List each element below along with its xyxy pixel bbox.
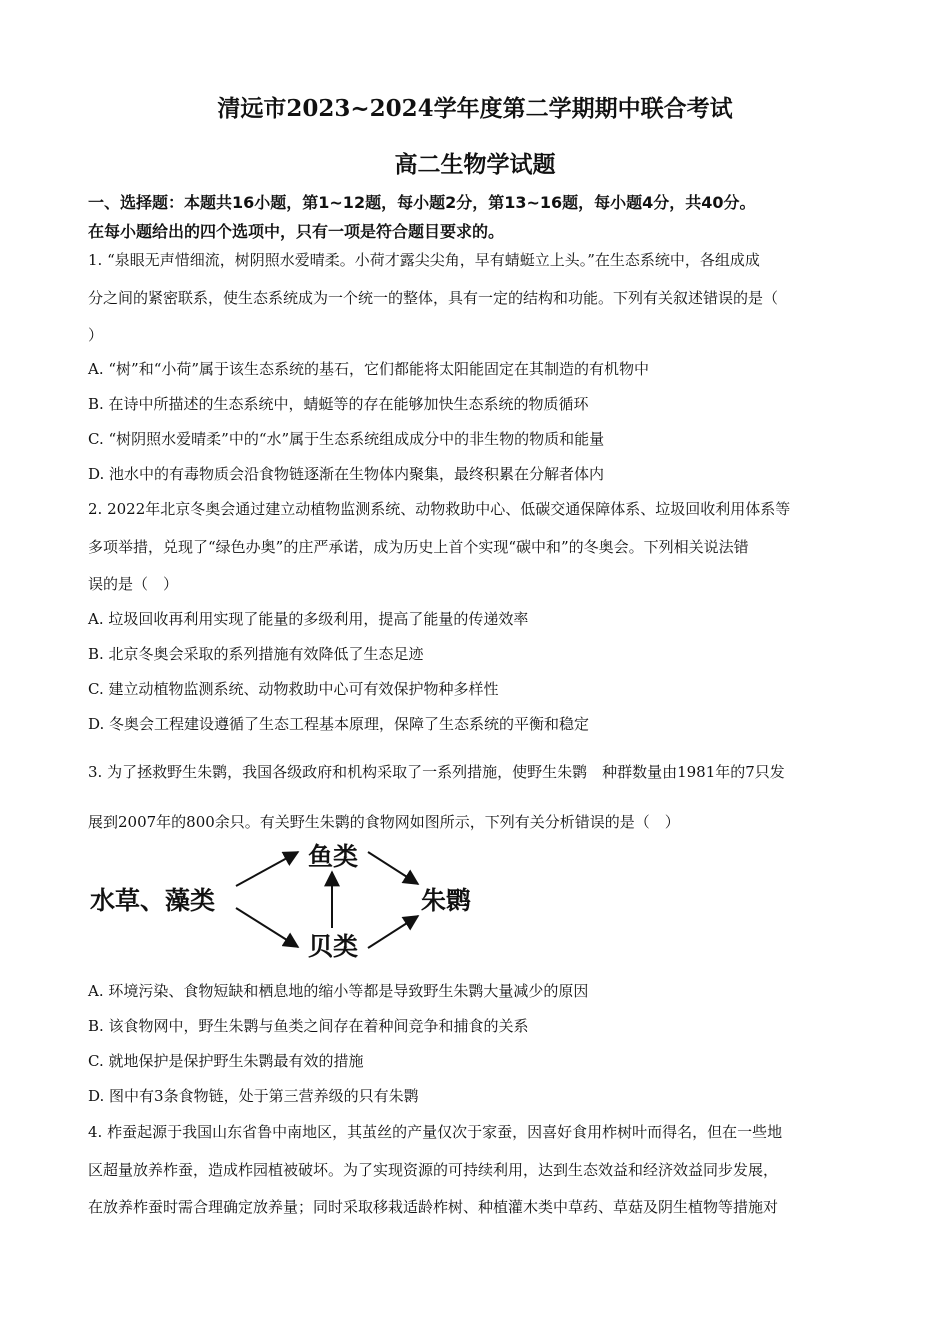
- food-web-ibis: 朱鹮: [421, 886, 472, 915]
- q1-option-a: A. “树”和“小荷”属于该生态系统的基石，它们都能将太阳能固定在其制造的有机物中: [88, 360, 650, 378]
- q3-option-c: C. 就地保护是保护野生朱鹮最有效的措施: [88, 1052, 364, 1070]
- q2-option-b: B. 北京冬奥会采取的系列措施有效降低了生态足迹: [88, 645, 424, 663]
- q4-stem-line1: 4. 柞蚕起源于我国山东省鲁中南地区，其茧丝的产量仅次于家蚕，因喜好食用柞树叶而得名，但在一些地: [88, 1123, 783, 1141]
- q1-stem-line3: ）: [88, 326, 104, 344]
- food-web-fish: 鱼类: [308, 842, 359, 871]
- q3-stem-line1: 3. 为了拯救野生朱鹮，我国各级政府和机构采取了一系列措施，使野生朱鹮 种群数量由1981年的7只发: [88, 763, 785, 781]
- exam-subtitle: 高二生物学试题: [394, 151, 556, 178]
- q2-stem-line1: 2. 2022年北京冬奥会通过建立动植物监测系统、动物救助中心、低碳交通保障体系、垃圾回收利用体系等: [88, 500, 791, 518]
- q2-option-c: C. 建立动植物监测系统、动物救助中心可有效保护物种多样性: [88, 680, 499, 698]
- q3-stem-line2: 展到2007年的800余只。有关野生朱鹮的食物网如图所示，下列有关分析错误的是（ ）: [88, 813, 680, 831]
- arrow-producer-to-shellfish: [236, 908, 298, 947]
- q2-stem-line2: 多项举措，兑现了“绿色办奥”的庄严承诺，成为历史上首个实现“碳中和”的冬奥会。下列相关说法错: [88, 538, 749, 556]
- q1-stem-line1: 1. “泉眼无声惜细流，树阴照水爱晴柔。小荷才露尖尖角，早有蜻蜓立上头。”在生态系统中，各组成成: [88, 251, 760, 269]
- food-web-diagram: [88, 838, 488, 968]
- q2-option-d: D. 冬奥会工程建设遵循了生态工程基本原理，保障了生态系统的平衡和稳定: [88, 715, 590, 733]
- q1-stem-line2: 分之间的紧密联系，使生态系统成为一个统一的整体，具有一定的结构和功能。下列有关叙述错误的是（: [88, 289, 779, 307]
- q2-option-a: A. 垃圾回收再利用实现了能量的多级利用，提高了能量的传递效率: [88, 610, 529, 628]
- food-web-shellfish: 贝类: [308, 932, 359, 961]
- q3-option-b: B. 该食物网中，野生朱鹮与鱼类之间存在着种间竞争和捕食的关系: [88, 1017, 529, 1035]
- q1-option-b: B. 在诗中所描述的生态系统中，蜻蜓等的存在能够加快生态系统的物质循环: [88, 395, 589, 413]
- section-header-line2: 在每小题给出的四个选项中，只有一项是符合题目要求的。: [88, 222, 505, 241]
- section-header-line1: 一、选择题：本题共16小题，第1~12题，每小题2分，第13~16题，每小题4分，共40分。: [88, 193, 756, 212]
- q3-option-d: D. 图中有3条食物链，处于第三营养级的只有朱鹮: [88, 1087, 419, 1105]
- arrow-shellfish-to-ibis: [368, 916, 418, 948]
- q1-option-c: C. “树阴照水爱晴柔”中的“水”属于生态系统组成成分中的非生物的物质和能量: [88, 430, 605, 448]
- arrow-fish-to-ibis: [368, 852, 418, 884]
- q4-stem-line2: 区超量放养柞蚕，造成柞园植被破坏。为了实现资源的可持续利用，达到生态效益和经济效益同步发展，: [88, 1161, 779, 1179]
- q3-option-a: A. 环境污染、食物短缺和栖息地的缩小等都是导致野生朱鹮大量减少的原因: [88, 982, 589, 1000]
- exam-title: 清远市2023~2024学年度第二学期期中联合考试: [217, 95, 733, 122]
- food-web-producer: 水草、藻类: [90, 886, 216, 915]
- q4-stem-line3: 在放养柞蚕时需合理确定放养量；同时采取移栽适龄柞树、种植灌木类中草药、草菇及阴生植物等措施对: [88, 1198, 779, 1216]
- arrow-producer-to-fish: [236, 852, 298, 886]
- q1-option-d: D. 池水中的有毒物质会沿食物链逐渐在生物体内聚集，最终积累在分解者体内: [88, 465, 605, 483]
- q2-stem-line3: 误的是（ ）: [88, 575, 179, 593]
